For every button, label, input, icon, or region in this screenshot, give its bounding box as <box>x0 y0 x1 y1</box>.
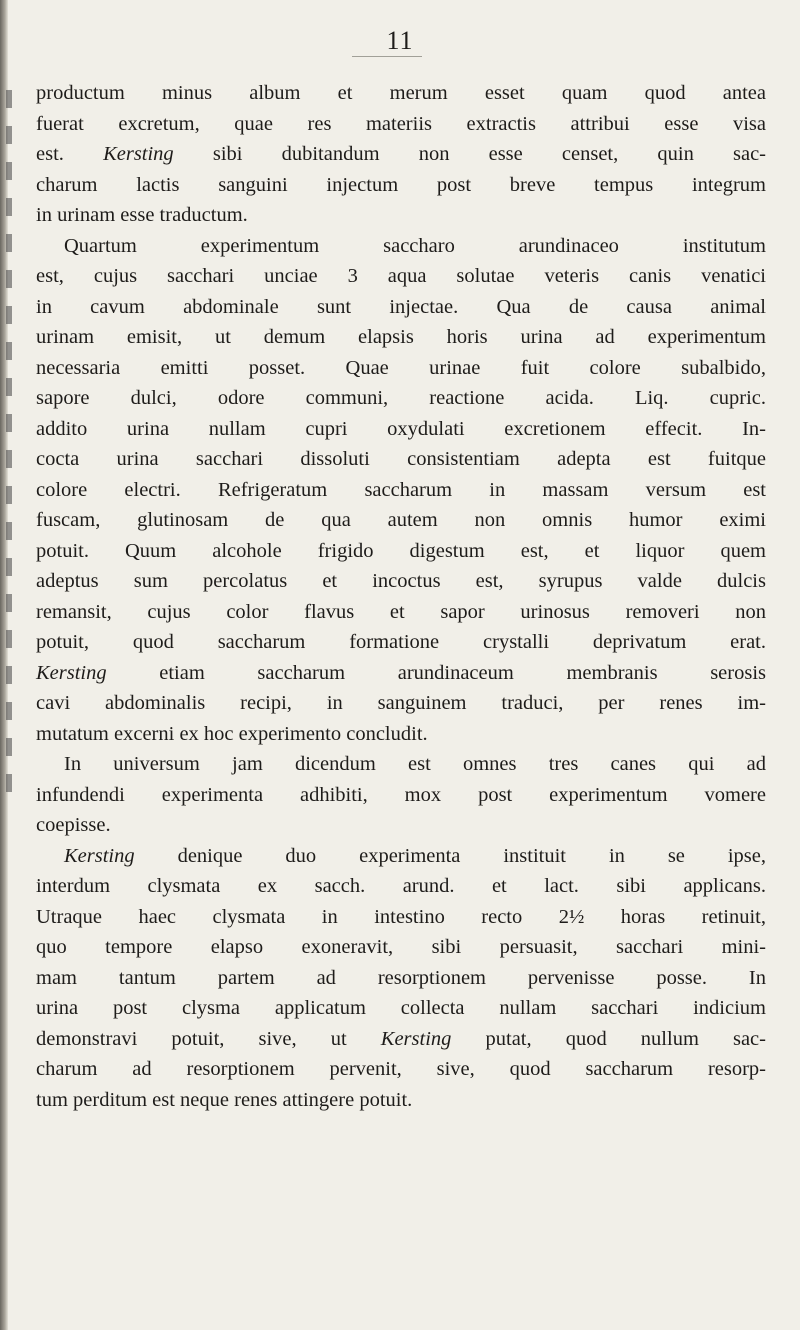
text-line <box>36 688 766 719</box>
text-segment: fuerat excretum, quae res materiis extractis attribui esse visa <box>36 112 766 135</box>
text-line <box>36 414 766 445</box>
text-line <box>36 505 766 536</box>
text-segment: interdum clysmata ex sacch. arund. et lact. sibi applicans. <box>36 875 766 897</box>
text-segment: urinam emisit, ut demum elapsis horis urina ad experimentum <box>36 326 766 348</box>
italic-name: Kersting <box>64 844 135 867</box>
text-segment: mutatum excerni ex hoc experimento concludit. <box>36 722 428 745</box>
text-line <box>36 353 766 384</box>
body-text <box>36 78 766 1115</box>
text-line <box>36 109 766 140</box>
text-line <box>36 139 766 170</box>
text-line <box>36 993 766 1024</box>
text-line <box>36 444 766 475</box>
italic-name: Kersting <box>380 1027 452 1050</box>
text-segment: necessaria emitti posset. Quae urinae fuit colore subalbido, <box>36 356 766 379</box>
text-line <box>36 810 766 841</box>
text-segment: tum perditum est neque renes attingere potuit. <box>36 1088 413 1111</box>
text-segment: quo tempore elapso exoneravit, sibi persuasit, sacchari mini- <box>36 936 766 958</box>
text-line <box>36 261 766 292</box>
text-segment: infundendi experimenta adhibiti, mox post experimentum vomere <box>36 783 766 806</box>
header-rule <box>352 56 422 57</box>
text-line <box>36 200 766 231</box>
text-segment: coepisse. <box>36 814 111 836</box>
text-line <box>36 780 766 811</box>
text-segment: adeptus sum percolatus et incoctus est, syrupus valde dulcis <box>36 570 766 592</box>
text-segment: potuit. Quum alcohole frigido digestum est, et liquor quem <box>36 539 766 562</box>
text-segment: in cavum abdominale sunt injectae. Qua de causa animal <box>36 295 766 318</box>
text-line <box>36 871 766 902</box>
text-segment: denique duo experimenta instituit in se ipse, <box>134 844 766 867</box>
text-segment: cavi abdominalis recipi, in sanguinem traduci, per renes im- <box>36 692 766 714</box>
text-line <box>36 566 766 597</box>
text-line <box>36 749 766 780</box>
text-line <box>36 170 766 201</box>
italic-name: Kersting <box>103 143 174 165</box>
text-segment: charum ad resorptionem pervenit, sive, quod saccharum resorp- <box>36 1058 766 1080</box>
text-line <box>36 719 766 750</box>
text-segment: in urinam esse traductum. <box>36 204 248 226</box>
italic-name: Kersting <box>36 661 107 684</box>
text-line <box>36 1024 766 1055</box>
text-segment: est, cujus sacchari unciae 3 aqua solutae veteris canis venatici <box>36 265 766 287</box>
text-segment: addito urina nullam cupri oxydulati excretionem effecit. In- <box>36 417 766 440</box>
text-line <box>36 658 766 689</box>
text-line <box>36 1054 766 1085</box>
text-segment: est. <box>36 143 104 165</box>
text-segment: charum lactis sanguini injectum post breve tempus integrum <box>36 173 766 196</box>
text-segment: mam tantum partem ad resorptionem pervenisse posse. In <box>36 966 766 989</box>
text-line <box>36 932 766 963</box>
text-segment: sibi dubitandum non esse censet, quin sac- <box>173 143 766 165</box>
text-segment: Quartum experimentum saccharo arundinaceo institutum <box>64 234 766 257</box>
text-line <box>36 475 766 506</box>
text-segment: remansit, cujus color flavus et sapor urinosus removeri non <box>36 600 766 623</box>
text-segment: potuit, quod saccharum formatione crystalli deprivatum erat. <box>36 631 766 653</box>
text-segment: In universum jam dicendum est omnes tres canes qui ad <box>64 753 766 775</box>
text-line <box>36 231 766 262</box>
text-line <box>36 536 766 567</box>
text-segment: putat, quod nullum sac- <box>451 1027 766 1050</box>
text-line <box>36 292 766 323</box>
text-segment: fuscam, glutinosam de qua autem non omnis humor eximi <box>36 509 766 531</box>
text-line <box>36 841 766 872</box>
text-line <box>36 963 766 994</box>
text-line <box>36 1085 766 1116</box>
text-segment: sapore dulci, odore communi, reactione acida. Liq. cupric. <box>36 387 766 409</box>
text-line <box>36 78 766 109</box>
text-segment: productum minus album et merum esset quam quod antea <box>36 82 766 104</box>
text-line <box>36 902 766 933</box>
text-line <box>36 383 766 414</box>
text-segment: demonstravi potuit, sive, ut <box>36 1027 381 1050</box>
text-segment: urina post clysma applicatum collecta nullam sacchari indicium <box>36 997 766 1019</box>
binding-marks <box>6 90 12 810</box>
text-segment: colore electri. Refrigeratum saccharum in massam versum est <box>36 478 766 501</box>
text-line <box>36 597 766 628</box>
text-segment: Utraque haec clysmata in intestino recto 2½ horas retinuit, <box>36 905 766 928</box>
page-number: 11 <box>386 26 414 55</box>
text-line <box>36 627 766 658</box>
text-segment: etiam saccharum arundinaceum membranis serosis <box>106 661 766 684</box>
text-line <box>36 322 766 353</box>
text-segment: cocta urina sacchari dissoluti consistentiam adepta est fuitque <box>36 448 766 470</box>
